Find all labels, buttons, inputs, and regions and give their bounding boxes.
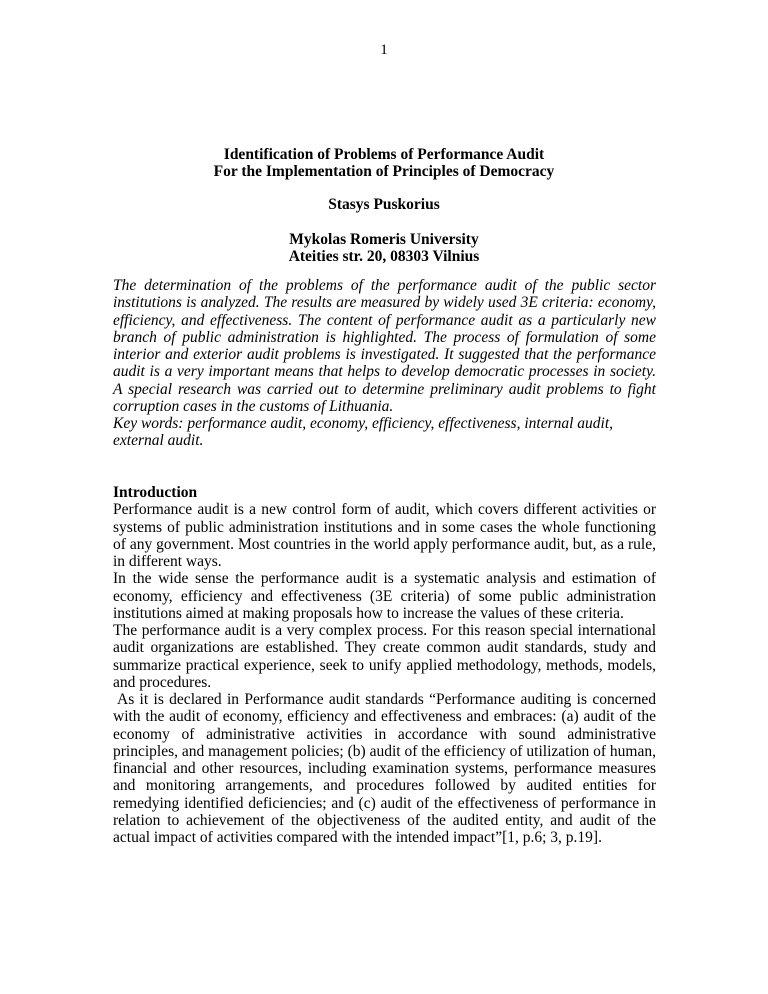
paper-title: [113, 146, 655, 181]
introduction-section: [113, 484, 656, 846]
title-line-1: Identification of Problems of Performance Audit: [223, 146, 545, 163]
section-heading: Introduction: [113, 484, 198, 501]
keywords-line-2: external audit.: [113, 432, 204, 450]
affiliation: [113, 231, 655, 266]
paragraph: In the wide sense the performance audit is a systematic analysis and estimation of economy, efficiency and effectiveness (3E criteria) of some public administration institutions aimed at making proposals how to increase the values of these criteria.: [113, 570, 656, 622]
title-line-2: For the Implementation of Principles of Democracy: [213, 163, 555, 181]
keywords: [113, 415, 656, 450]
paragraph: Performance audit is a new control form of audit, which covers different activities or systems of public administration institutions and in some cases the whole functioning of any government. Most countries in the world apply performance audit, but, as a rule, in different ways.: [113, 501, 656, 570]
keywords-line-1: Key words: performance audit, economy, efficiency, effectiveness, internal audit,: [113, 415, 614, 432]
paragraph: As it is declared in Performance audit standards “Performance auditing is concerned with the audit of economy, efficiency and effectiveness and embraces: (a) audit of the economy of administrative activities in accordance with sound administrative principles, and management policies; (b) audit of the efficiency of utilization of human, financial and other resources, including examination systems, performance measures and monitoring arrangements, and procedures followed by audited entities for remedying identified deficiencies; and (c) audit of the effectiveness of performance in relation to achievement of the objectiveness of the audited entity, and audit of the actual impact of activities compared with the intended impact”[1, p.6; 3, p.19].: [113, 691, 656, 846]
author-name: Stasys Puskorius: [328, 196, 440, 213]
affiliation-institution: Mykolas Romeris University: [289, 231, 479, 248]
page-number: 1: [380, 42, 388, 58]
paragraph: The performance audit is a very complex process. For this reason special international audit organizations are established. They create common audit standards, study and summarize practical experience, seek to unify applied methodology, methods, models, and procedures.: [113, 622, 656, 691]
abstract: The determination of the problems of the performance audit of the public sector institutions is analyzed. The results are measured by widely used 3E criteria: economy, efficiency, and effectiveness. The content of performance audit as a particularly new branch of public administration is highlighted. The process of formulation of some interior and exterior audit problems is investigated. It suggested that the performance audit is a very important means that helps to develop democratic processes in society. A special research was carried out to determine preliminary audit problems to fight corruption cases in the customs of Lithuania.: [113, 277, 656, 415]
affiliation-address: Ateities str. 20, 08303 Vilnius: [288, 248, 480, 266]
